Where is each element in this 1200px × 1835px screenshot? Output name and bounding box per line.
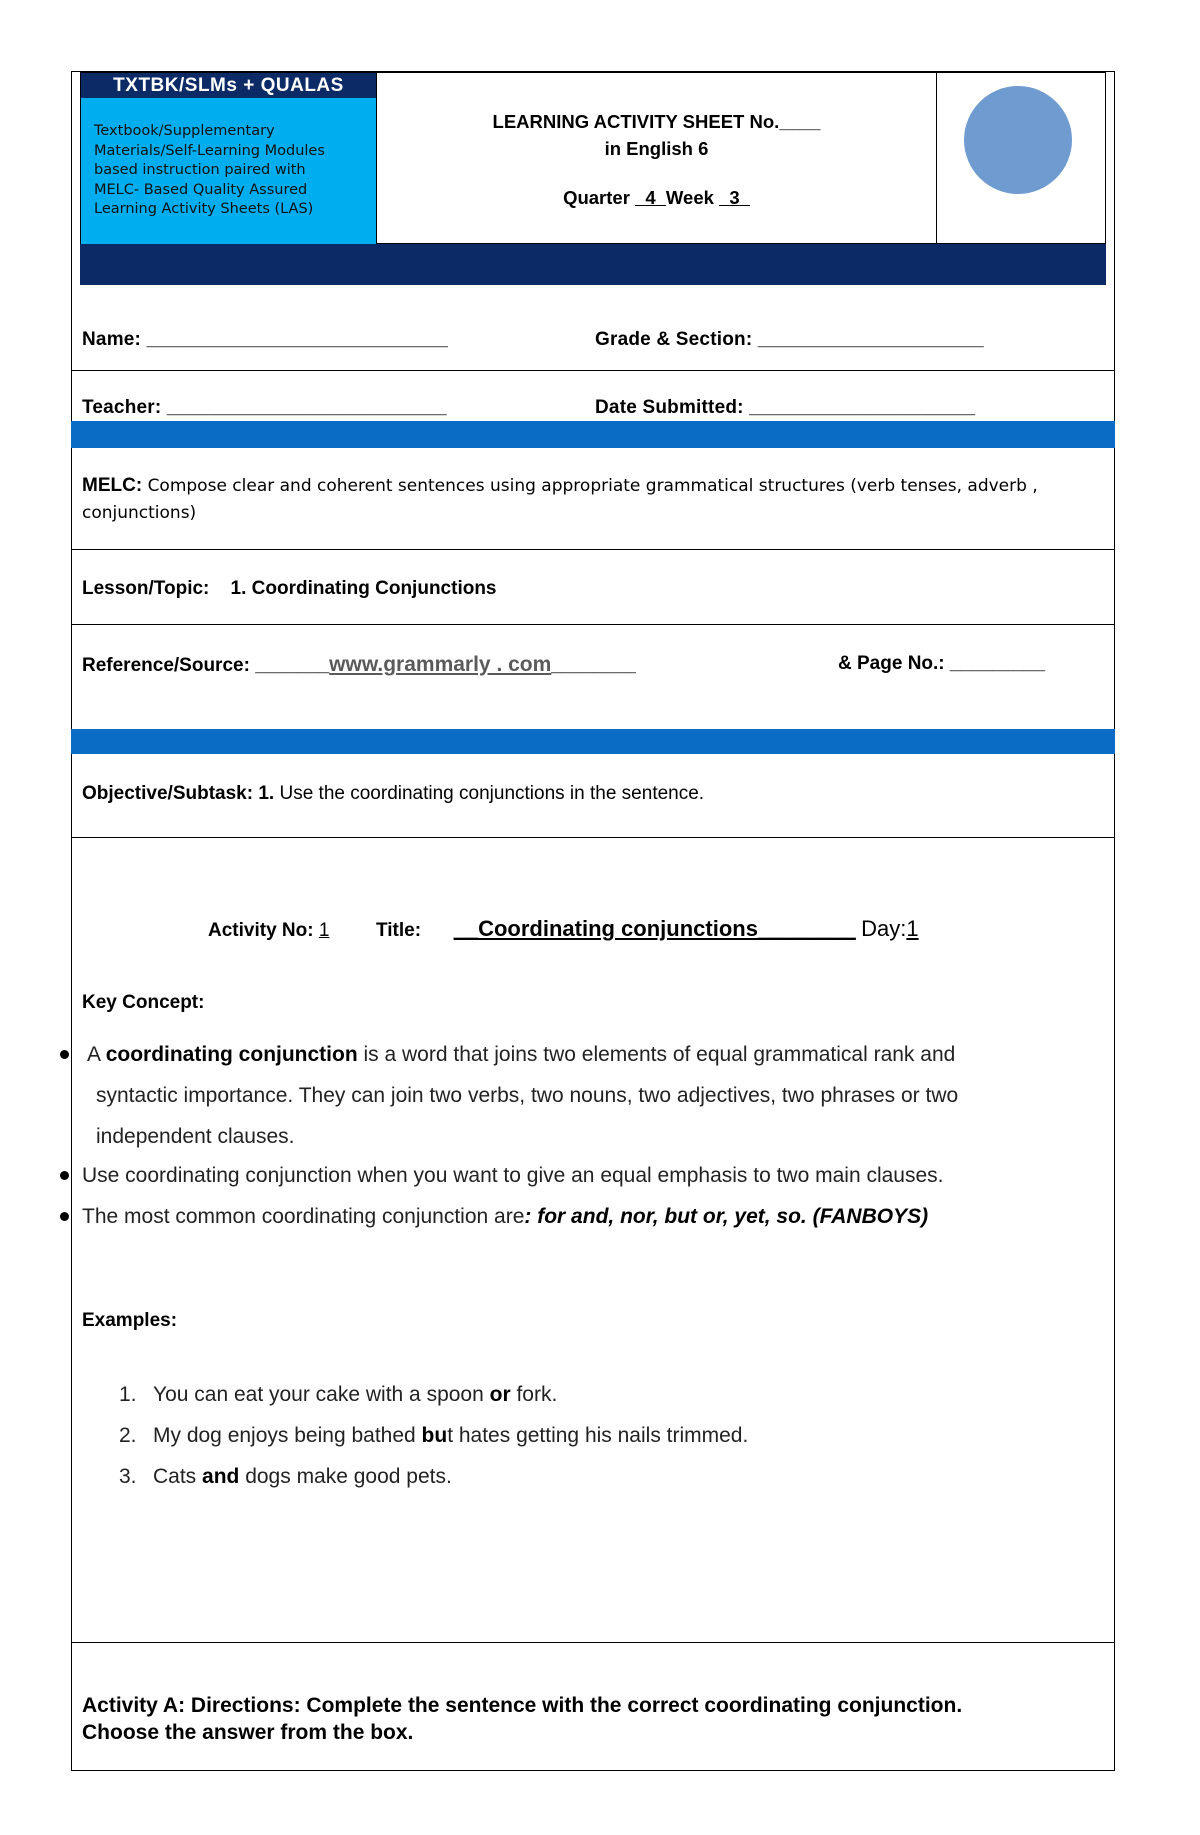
melc bbox=[82, 472, 1102, 527]
activity-title: __Coordinating conjunctions________ bbox=[453, 916, 856, 941]
key-concept-bullet-3: The most common coordinating conjunction are: for and, nor, but or, yet, so. (FANBOYS) bbox=[82, 1205, 929, 1228]
row-divider bbox=[71, 370, 1115, 371]
example-item: 3. Cats and dogs make good pets. bbox=[119, 1465, 452, 1488]
bullet-icon bbox=[60, 1171, 69, 1180]
key-concept-heading: Key Concept: bbox=[82, 992, 205, 1013]
section-bar bbox=[71, 729, 1115, 754]
key-concept-bullet-2: Use coordinating conjunction when you want to give an equal emphasis to two main clauses. bbox=[82, 1164, 944, 1187]
melc-text: Compose clear and coherent sentences using appropriate grammatical structures (verb tenses, adverb , conjunctions) bbox=[82, 476, 1038, 523]
key-concept-bullet-1: A coordinating conjunction is a word that joins two elements of equal grammatical rank and syntactic importance. They can join two verbs, two nouns, two adjectives, two phrases or two independent clauses. bbox=[87, 1043, 959, 1148]
examples-heading: Examples: bbox=[82, 1310, 178, 1331]
activity-a-directions: Activity A: Directions: Complete the sentence with the correct coordinating conjunction. Choose the answer from the box. bbox=[82, 1694, 963, 1744]
grade-section-field[interactable]: Grade & Section: _____________________ bbox=[595, 329, 984, 350]
objective: Objective/Subtask: 1. Use the coordinating conjunctions in the sentence. bbox=[82, 783, 705, 804]
section-bar bbox=[71, 421, 1115, 448]
bullet-icon bbox=[60, 1050, 69, 1059]
header-divider bbox=[936, 72, 937, 244]
bullet-icon bbox=[60, 1212, 69, 1221]
badge-description bbox=[81, 98, 376, 244]
page-no-field[interactable]: & Page No.: _________ bbox=[838, 653, 1046, 674]
badge-desc-line: MELC- Based Quality Assured bbox=[94, 181, 308, 198]
header-bottom-bar bbox=[80, 244, 1106, 285]
badge-desc-line: Textbook/Supplementary bbox=[94, 123, 275, 139]
row-divider bbox=[71, 549, 1115, 550]
badge-desc-line: based instruction paired with bbox=[94, 162, 306, 178]
name-field[interactable]: Name: ____________________________ bbox=[82, 329, 449, 350]
badge-desc-line: Materials/Self-Learning Modules bbox=[94, 142, 325, 159]
quarter-week: Quarter 4 Week 3 bbox=[563, 187, 740, 208]
subject: in English 6 bbox=[604, 138, 709, 159]
example-item: 2. My dog enjoys being bathed but hates getting his nails trimmed. bbox=[119, 1424, 749, 1447]
lesson-topic: Lesson/Topic: 1. Coordinating Conjunctions bbox=[82, 578, 497, 599]
bottom-border bbox=[71, 1770, 1115, 1771]
logo-placeholder-circle bbox=[964, 86, 1072, 194]
badge-desc-line: Learning Activity Sheets (LAS) bbox=[94, 201, 314, 217]
row-divider bbox=[71, 837, 1115, 838]
row-divider bbox=[71, 1642, 1115, 1643]
teacher-field[interactable]: Teacher: __________________________ bbox=[82, 397, 447, 418]
badge-title: TXTBK/SLMs + QUALAS bbox=[81, 73, 376, 98]
sheet-title: LEARNING ACTIVITY SHEET No.____ bbox=[492, 111, 821, 132]
activity-line: Activity No: 1 Title: __Coordinating conjunctions________ Day:1 bbox=[208, 916, 919, 941]
reference-link[interactable]: www.grammarly . com bbox=[329, 653, 552, 676]
melc-label: MELC: bbox=[82, 475, 143, 496]
reference-source: Reference/Source: _______www.grammarly . com________ bbox=[82, 653, 636, 676]
date-submitted-field[interactable]: Date Submitted: _____________________ bbox=[595, 397, 976, 418]
example-item: 1. You can eat your cake with a spoon or fork. bbox=[119, 1383, 558, 1406]
sheet-heading bbox=[377, 108, 936, 211]
row-divider bbox=[71, 624, 1115, 625]
